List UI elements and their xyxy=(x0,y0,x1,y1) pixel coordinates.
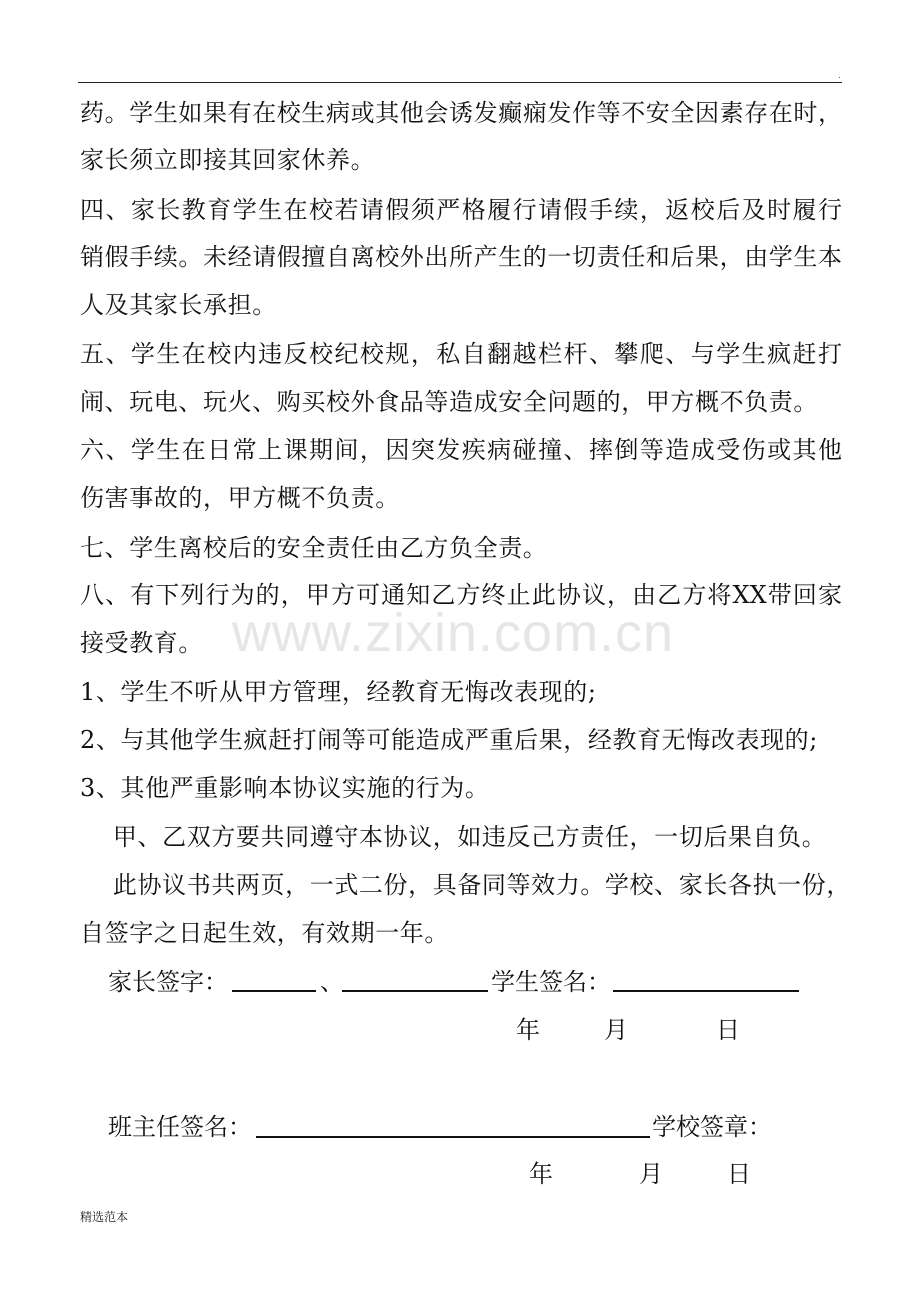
paragraph-line: 自签字之日起生效，有效期一年。 xyxy=(80,919,449,947)
parent-signature-line-1[interactable] xyxy=(232,990,316,992)
footer-text: 精选范本 xyxy=(80,1210,129,1224)
header-mark: . xyxy=(838,70,841,81)
parent-signature-label: 家长签字： xyxy=(108,968,228,996)
signature-separator: 、 xyxy=(320,968,344,996)
list-item: 1、学生不听从甲方管理，经教育无悔改表现的; xyxy=(80,678,597,706)
paragraph-line: 四、家长教育学生在校若请假须严格履行请假手续，返校后及时履行 xyxy=(80,196,842,224)
paragraph-line: 八、有下列行为的，甲方可通知乙方终止此协议，由乙方将XX带回家 xyxy=(80,581,842,609)
header-rule xyxy=(78,82,842,83)
teacher-signature-line[interactable] xyxy=(256,1136,650,1138)
date-day-label: 日 xyxy=(716,1016,740,1044)
paragraph-line: 接受教育。 xyxy=(80,629,203,657)
student-signature-line[interactable] xyxy=(613,990,799,992)
list-item: 2、与其他学生疯赶打闹等可能造成严重后果，经教育无悔改表现的; xyxy=(80,726,818,754)
paragraph-line: 此协议书共两页，一式二份，具备同等效力。学校、家长各执一份， xyxy=(80,871,851,899)
date-day-label: 日 xyxy=(727,1160,751,1188)
paragraph-line: 五、学生在校内违反校纪校规，私自翻越栏杆、攀爬、与学生疯赶打 xyxy=(80,340,842,368)
paragraph-line: 七、学生离校后的安全责任由乙方负全责。 xyxy=(80,534,548,562)
parent-signature-line-2[interactable] xyxy=(342,990,488,992)
paragraph-line: 人及其家长承担。 xyxy=(80,291,277,319)
date-year-label: 年 xyxy=(529,1160,553,1188)
paragraph-line: 家长须立即接其回家休养。 xyxy=(80,146,376,174)
student-signature-label: 学生签名： xyxy=(491,968,611,996)
paragraph-line: 甲、乙双方要共同遵守本协议，如违反己方责任，一切后果自负。 xyxy=(80,823,827,851)
paragraph-line: 伤害事故的，甲方概不负责。 xyxy=(80,484,400,512)
teacher-signature-label: 班主任签名： xyxy=(108,1113,252,1141)
school-seal-label: 学校签章： xyxy=(652,1113,772,1141)
date-year-label: 年 xyxy=(516,1016,540,1044)
paragraph-line: 闹、玩电、玩火、购买校外食品等造成安全问题的，甲方概不负责。 xyxy=(80,388,818,416)
watermark: www.zixin.com.cn xyxy=(232,603,675,663)
paragraph-line: 六、学生在日常上课期间，因突发疾病碰撞、摔倒等造成受伤或其他 xyxy=(80,436,842,464)
list-item: 3、其他严重影响本协议实施的行为。 xyxy=(80,774,490,802)
date-month-label: 月 xyxy=(639,1160,663,1188)
paragraph-line: 销假手续。未经请假擅自离校外出所产生的一切责任和后果，由学生本 xyxy=(80,243,842,271)
paragraph-line: 药。学生如果有在校生病或其他会诱发癫痫发作等不安全因素存在时， xyxy=(80,99,842,127)
date-month-label: 月 xyxy=(604,1016,628,1044)
